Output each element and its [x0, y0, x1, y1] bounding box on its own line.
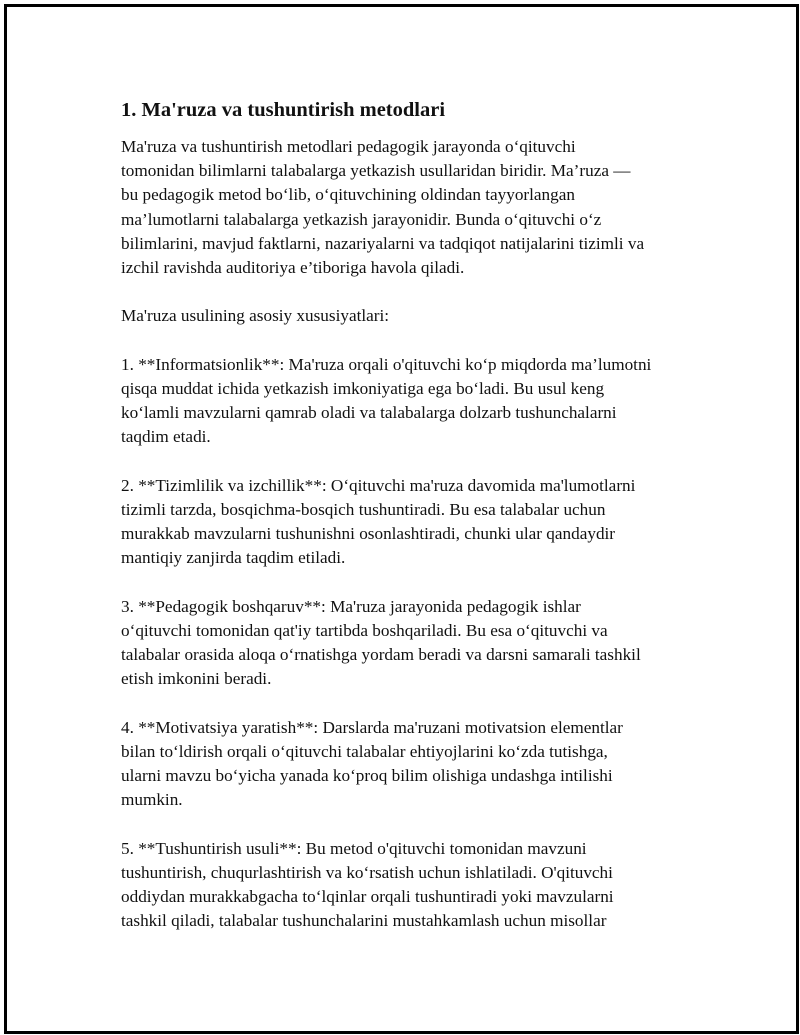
text-line: tushuntirish, chuqurlashtirish va ko‘rsatish uchun ishlatiladi. O'qituvchi: [121, 863, 613, 882]
text-line: bilimlarini, mavjud faktlarni, nazariyalarni va tadqiqot natijalarini tizimli va: [121, 233, 645, 253]
feature-item-3: [121, 595, 701, 692]
text-line: mumkin.: [121, 790, 183, 810]
intro-paragraph: [121, 135, 701, 280]
text-line: tomonidan bilimlarni talabalarga yetkazish usullaridan biridir. Ma’ruza —: [121, 161, 631, 181]
text-line: ularni mavzu bo‘yicha yanada ko‘proq bilim olishiga undashga intilishi: [121, 766, 613, 786]
text-line: taqdim etadi.: [121, 427, 211, 447]
feature-item-4: [121, 716, 701, 813]
text-line: 3. **Pedagogik boshqaruv**: Ma'ruza jarayonida pedagogik ishlar: [121, 596, 581, 616]
text-line: bilan to‘ldirish orqali o‘qituvchi talabalar ehtiyojlarini ko‘zda tutishga,: [121, 742, 608, 761]
text-line: ko‘lamli mavzularni qamrab oladi va talabalarga dolzarb tushunchalarni: [121, 403, 617, 423]
text-line: 1. **Informatsionlik**: Ma'ruza orqali o'qituvchi ko‘p miqdorda ma’lumotni: [121, 354, 652, 374]
text-line: o‘qituvchi tomonidan qat'iy tartibda boshqariladi. Bu esa o‘qituvchi va: [121, 621, 608, 640]
text-line: 2. **Tizimlilik va izchillik**: O‘qituvchi ma'ruza davomida ma'lumotlarni: [121, 475, 636, 495]
text-line: izchil ravishda auditoriya e’tiboriga havola qiladi.: [121, 258, 465, 278]
text-line: qisqa muddat ichida yetkazish imkoniyatiga ega bo‘ladi. Bu usul keng: [121, 379, 605, 398]
text-line: oddiydan murakkabgacha to‘lqinlar orqali tushuntiradi yoki mavzularni: [121, 887, 614, 907]
text-line: 4. **Motivatsiya yaratish**: Darslarda ma'ruzani motivatsion elementlar: [121, 717, 623, 737]
text-line: 5. **Tushuntirish usuli**: Bu metod o'qituvchi tomonidan mavzuni: [121, 838, 587, 858]
text-line: murakkab mavzularni tushunishni osonlashtiradi, chunki ular qandaydir: [121, 524, 616, 544]
section-heading: 1. Ma'ruza va tushuntirish metodlari: [121, 99, 446, 121]
text-line: etish imkonini beradi.: [121, 669, 272, 689]
text-line: talabalar orasida aloqa o‘rnatishga yordam beradi va darsni samarali tashkil: [121, 645, 641, 665]
text-line: Ma'ruza va tushuntirish metodlari pedagogik jarayonda o‘qituvchi: [121, 137, 576, 156]
document-body: [121, 97, 701, 958]
features-intro-paragraph: [121, 304, 701, 328]
page-frame: [4, 4, 799, 1034]
feature-item-2: [121, 474, 701, 571]
text-line: mantiqiy zanjirda taqdim etiladi.: [121, 548, 346, 568]
text-line: ma’lumotlarni talabalarga yetkazish jarayonidir. Bunda o‘qituvchi o‘z: [121, 209, 602, 229]
feature-item-5: [121, 837, 701, 934]
text-line: bu pedagogik metod bo‘lib, o‘qituvchining oldindan tayyorlangan: [121, 185, 575, 205]
feature-item-1: [121, 353, 701, 450]
text-line: tizimli tarzda, bosqichma-bosqich tushuntiradi. Bu esa talabalar uchun: [121, 500, 606, 519]
text-line: Ma'ruza usulining asosiy xususiyatlari:: [121, 306, 390, 326]
text-line: tashkil qiladi, talabalar tushunchalarini mustahkamlash uchun misollar: [121, 911, 607, 931]
